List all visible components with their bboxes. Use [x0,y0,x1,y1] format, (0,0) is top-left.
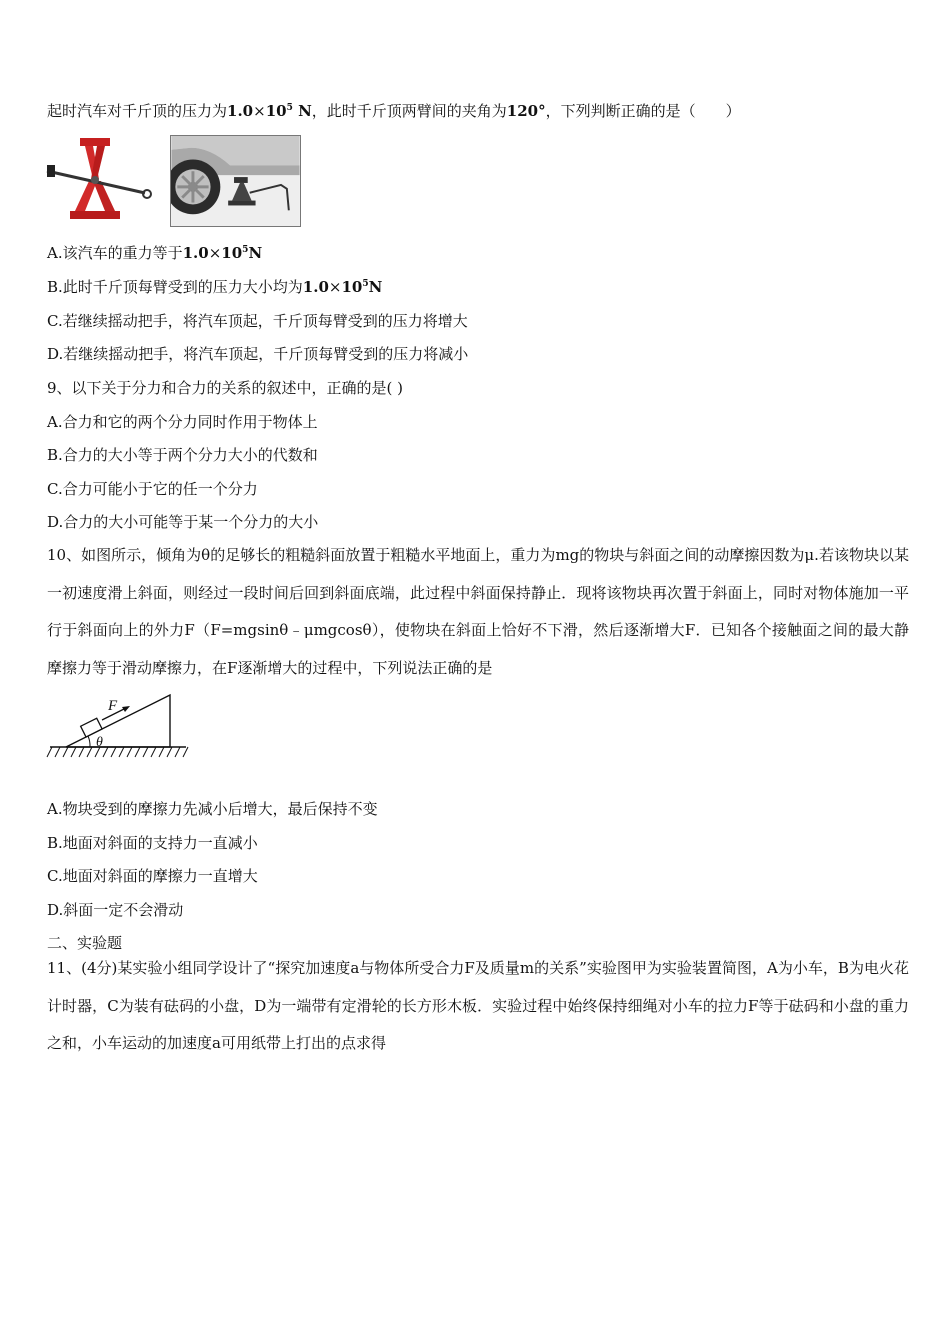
q8-stem-part-a: 起时汽车对千斤顶的压力为 [47,102,228,120]
q8-times-sign: × [253,102,266,120]
q8-option-d[interactable]: D.若继续摇动把手，将汽车顶起，千斤顶每臂受到的压力将减小 [47,345,469,363]
q10-option-d[interactable]: D.斜面一定不会滑动 [47,901,184,919]
q8-option-a-exp: 5 [242,245,249,255]
q8-option-a-times: × [208,244,222,262]
q8-force-value: 1.0 [227,102,254,120]
q10-option-b[interactable]: B.地面对斜面的支持力一直减小 [47,834,258,852]
q8-unit: N [292,102,312,120]
q8-exponent: 5 [286,103,293,113]
q9-option-b[interactable]: B.合力的大小等于两个分力大小的代数和 [47,446,318,464]
q8-option-b-text: B.此时千斤顶每臂受到的压力大小均为 [47,278,303,296]
q8-option-a-ten: 10 [221,244,243,262]
q10-option-c[interactable]: C.地面对斜面的摩擦力一直增大 [47,867,258,885]
q8-ten: 10 [265,102,287,120]
incline-angle-label: θ [96,735,103,750]
section-title-experiment: 二、实验题 [47,934,123,952]
q10-option-a[interactable]: A.物块受到的摩擦力先减小后增大，最后保持不变 [47,800,378,818]
q8-option-a-unit: N [248,244,263,262]
q8-option-b-unit: N [368,278,383,296]
q8-option-b[interactable] [47,277,382,297]
q9-stem: 9、以下关于分力和合力的关系的叙述中，正确的是( ) [47,379,404,397]
q8-stem-part-c: ，下列判断正确的是（ ） [545,102,741,120]
q8-stem-part-b: ，此时千斤顶两臂间的夹角为 [311,102,507,120]
q9-option-a[interactable]: A.合力和它的两个分力同时作用于物体上 [47,413,318,431]
q8-angle: 120° [506,102,546,120]
q8-option-b-value: 1.0 [302,278,329,296]
incline-force-label: F [108,698,118,714]
car-lifted-photo [170,135,301,227]
q10-stem: 10、如图所示，倾角为θ的足够长的粗糙斜面放置于粗糙水平地面上，重力为mg的物块与斜面之间的动摩擦因数为μ.若该物块以某一初速度滑上斜面，则经过一段时间后回到斜面底端，此过程中斜面保持静止．现将该物块再次置于斜面上，同时对物体施加一平行于斜面向上的外力F（F=mgsinθ﹣μmgcosθ），使物块在斜面上恰好不下滑，然后逐渐增大F．已知各个接触面之间的最大静摩擦力等于滑动摩擦力，在F逐渐增大的过程中，下列说法正确的是 [47,546,909,677]
q8-option-a-text: A.该汽车的重力等于 [47,244,183,262]
car-jack-image [45,135,157,225]
q8-option-a[interactable] [47,243,262,263]
q8-option-b-exp: 5 [362,279,369,289]
q8-option-b-ten: 10 [341,278,363,296]
q8-stem [47,101,741,121]
q8-option-b-times: × [328,278,342,296]
q8-option-a-value: 1.0 [182,244,209,262]
incline-diagram [46,690,191,765]
q9-option-c[interactable]: C.合力可能小于它的任一个分力 [47,480,258,498]
q8-option-c[interactable]: C.若继续摇动把手，将汽车顶起，千斤顶每臂受到的压力将增大 [47,312,468,330]
q11-stem: 11、(4分)某实验小组同学设计了“探究加速度a与物体所受合力F及质量m的关系”实验图甲为实验装置简图，A为小车，B为电火花计时器，C为装有砝码的小盘，D为一端带有定滑轮的长方形木板．实验过程中始终保持细绳对小车的拉力F等于砝码和小盘的重力之和，小车运动的加速度a可用纸带上打出的点求得 [47,959,909,1052]
q9-option-d[interactable]: D.合力的大小可能等于某一个分力的大小 [47,513,319,531]
